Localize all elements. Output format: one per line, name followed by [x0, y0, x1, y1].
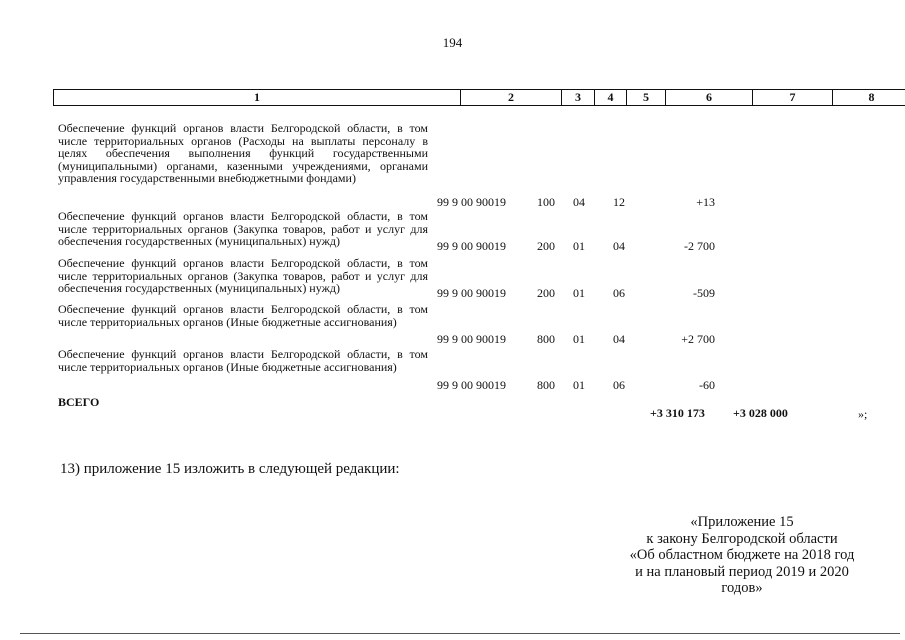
- bottom-divider: [20, 633, 900, 634]
- appendix-line: к закону Белгородской области: [646, 530, 838, 547]
- target-article-code: 99 9 00 90019: [437, 195, 506, 210]
- section-code: 04: [573, 195, 585, 210]
- row-description: Обеспечение функций органов власти Белгородской области, в том числе территориальных органов (Закупка товаров, работ и услуг для обеспечения государственных (муниципальных) нужд): [58, 209, 428, 249]
- amount-change: -2 700: [684, 239, 715, 254]
- appendix-line: и на плановый период 2019 и 2020: [635, 563, 849, 580]
- amount-change: -60: [699, 378, 715, 393]
- amendment-item-13: 13) приложение 15 изложить в следующей редакции:: [60, 461, 400, 477]
- target-article-code: 99 9 00 90019: [437, 332, 506, 347]
- column-number: 7: [753, 90, 833, 106]
- budget-row: [58, 257, 878, 300]
- total-amount-col7: +3 028 000: [733, 406, 788, 420]
- expense-type-code: 200: [537, 239, 555, 254]
- budget-row: [58, 122, 878, 209]
- column-number-header: [53, 89, 905, 106]
- target-article-code: 99 9 00 90019: [437, 378, 506, 393]
- section-code: 01: [573, 239, 585, 254]
- expense-type-code: 800: [537, 378, 555, 393]
- subsection-code: 12: [613, 195, 625, 210]
- subsection-code: 04: [613, 332, 625, 347]
- section-code: 01: [573, 378, 585, 393]
- budget-row: [58, 210, 878, 253]
- column-number: 3: [562, 90, 595, 106]
- subsection-code: 04: [613, 239, 625, 254]
- expense-type-code: 100: [537, 195, 555, 210]
- subsection-code: 06: [613, 286, 625, 301]
- section-code: 01: [573, 332, 585, 347]
- subsection-code: 06: [613, 378, 625, 393]
- row-description: Обеспечение функций органов власти Белгородской области, в том числе территориальных органов (Закупка товаров, работ и услуг для обеспечения государственных (муниципальных) нужд): [58, 256, 428, 296]
- column-number: 1: [54, 90, 461, 106]
- target-article-code: 99 9 00 90019: [437, 239, 506, 254]
- expense-type-code: 800: [537, 332, 555, 347]
- section-code: 01: [573, 286, 585, 301]
- budget-row: [58, 303, 878, 346]
- amount-change: +2 700: [681, 332, 715, 347]
- row-description: Обеспечение функций органов власти Белгородской области, в том числе территориальных органов (Иные бюджетные ассигнования): [58, 302, 428, 329]
- expense-type-code: 200: [537, 286, 555, 301]
- amount-change: +13: [696, 195, 715, 210]
- appendix-line: «Приложение 15: [690, 514, 794, 530]
- row-description: Обеспечение функций органов власти Белгородской области, в том числе территориальных органов (Иные бюджетные ассигнования): [58, 347, 428, 374]
- column-number: 5: [627, 90, 666, 106]
- row-description: Обеспечение функций органов власти Белгородской области, в том числе территориальных органов (Расходы на выплаты персоналу в целях обеспечения выполнения функций государственными (муниципальными) органами, казенными учреждениями, органами управления государственными внебюджетными фондами): [58, 121, 428, 186]
- total-label: ВСЕГО: [58, 395, 100, 409]
- appendix-heading: [617, 514, 867, 597]
- appendix-line: «Об областном бюджете на 2018 год: [629, 547, 855, 563]
- column-number: 6: [666, 90, 753, 106]
- column-number: 4: [595, 90, 627, 106]
- budget-row: [58, 348, 878, 392]
- amount-change: -509: [693, 286, 715, 301]
- appendix-line: годов»: [721, 580, 763, 596]
- total-amount-col6: +3 310 173: [650, 406, 705, 420]
- closing-quote: »;: [858, 407, 868, 421]
- target-article-code: 99 9 00 90019: [437, 286, 506, 301]
- column-number: 2: [461, 90, 562, 106]
- page-number: 194: [442, 35, 463, 50]
- column-number: 8: [833, 90, 905, 106]
